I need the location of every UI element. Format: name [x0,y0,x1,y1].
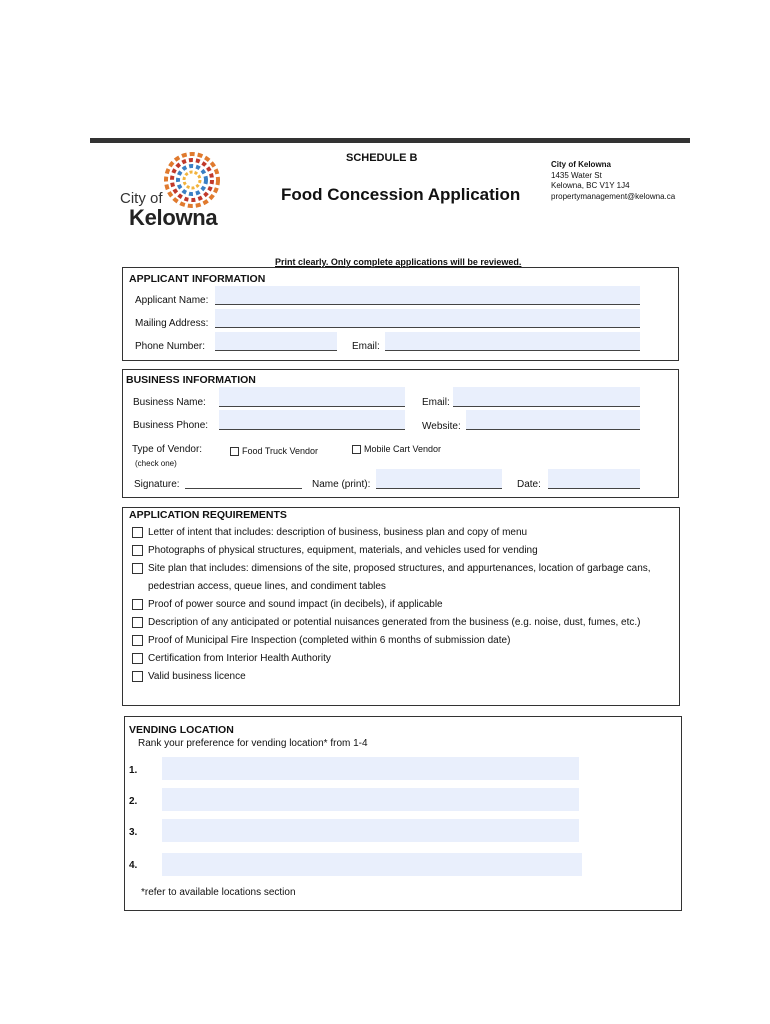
business-name-field[interactable] [219,387,405,407]
mobile-cart-label: Mobile Cart Vendor [364,444,442,454]
business-section-title: BUSINESS INFORMATION [126,374,256,386]
rank-number: 3. [129,827,138,838]
requirement-checkbox[interactable] [132,563,143,574]
requirement-checkbox[interactable] [132,527,143,538]
vending-section-title: VENDING LOCATION [129,724,234,736]
vendor-type-label: Type of Vendor: [132,444,203,455]
requirement-item: Description of any anticipated or potential nuisances generated from the business (e.g. noise, dust, fumes, etc.) [148,617,641,628]
requirements-section-title: APPLICATION REQUIREMENTS [129,509,287,521]
address-street: 1435 Water St [551,170,602,180]
business-email-field[interactable] [453,387,640,407]
city-address [551,160,675,202]
requirement-checkbox[interactable] [132,653,143,664]
food-truck-label: Food Truck Vendor [242,446,319,456]
date-label: Date: [517,479,541,490]
requirement-item: Valid business licence [148,671,246,682]
address-city-name: City of Kelowna [551,160,612,169]
vending-location-field[interactable] [162,819,579,842]
logo-kelowna: Kelowna [129,205,218,230]
requirement-item: Letter of intent that includes: description of business, business plan and copy of menu [148,527,528,538]
business-email-label: Email: [422,397,450,408]
schedule-label: SCHEDULE B [346,152,418,164]
business-phone-field[interactable] [219,410,405,430]
applicant-section-title: APPLICANT INFORMATION [129,273,266,285]
mailing-address-field[interactable] [215,309,640,328]
rank-number: 2. [129,796,138,807]
applicant-email-label: Email: [352,341,380,352]
requirement-item: Certification from Interior Health Authority [148,653,331,664]
rank-number: 1. [129,765,138,776]
food-truck-checkbox[interactable] [230,447,239,456]
requirement-item: Proof of Municipal Fire Inspection (completed within 6 months of submission date) [148,635,511,646]
address-city-postal: Kelowna, BC V1Y 1J4 [551,181,630,190]
vending-location-field[interactable] [162,853,582,876]
website-field[interactable] [466,410,640,430]
mailing-address-label: Mailing Address: [135,318,209,329]
requirement-checkbox[interactable] [132,599,143,610]
phone-number-field[interactable] [215,332,337,351]
date-field[interactable] [548,469,640,489]
phone-number-label: Phone Number: [135,341,206,352]
name-print-label: Name (print): [312,479,371,490]
mobile-cart-checkbox[interactable] [352,445,361,454]
business-phone-label: Business Phone: [133,420,209,431]
requirement-item: Photographs of physical structures, equipment, materials, and vehicles used for vending [148,545,538,556]
vending-instructions: Rank your preference for vending location* from 1-4 [138,738,368,749]
address-email: propertymanagement@kelowna.ca [551,191,676,201]
requirement-item: Site plan that includes: dimensions of the site, proposed structures, and appurtenances, location of garbage cans, [148,563,651,574]
logo-city-of: City of [120,190,163,207]
requirement-checkbox[interactable] [132,635,143,646]
vendor-type-note: (check one) [135,459,177,468]
requirement-item: Proof of power source and sound impact (in decibels), if applicable [148,599,443,610]
vending-location-field[interactable] [162,788,579,811]
applicant-email-field[interactable] [385,332,640,351]
requirement-checkbox[interactable] [132,617,143,628]
applicant-name-field[interactable] [215,286,640,305]
page-title: Food Concession Application [281,185,521,204]
vending-footnote: *refer to available locations section [141,887,296,898]
signature-field[interactable] [185,488,302,489]
vending-location-field[interactable] [162,757,579,780]
header-rule [90,138,690,143]
requirement-checkbox[interactable] [132,545,143,556]
requirement-checkbox[interactable] [132,671,143,682]
applicant-name-label: Applicant Name: [135,295,209,306]
requirement-item-continued: pedestrian access, queue lines, and condiment tables [148,581,386,592]
name-print-field[interactable] [376,469,502,489]
signature-label: Signature: [134,479,180,490]
website-label: Website: [422,421,461,432]
rank-number: 4. [129,860,138,871]
business-name-label: Business Name: [133,397,206,408]
instructions-note: Print clearly. Only complete applications will be reviewed. [275,257,522,267]
